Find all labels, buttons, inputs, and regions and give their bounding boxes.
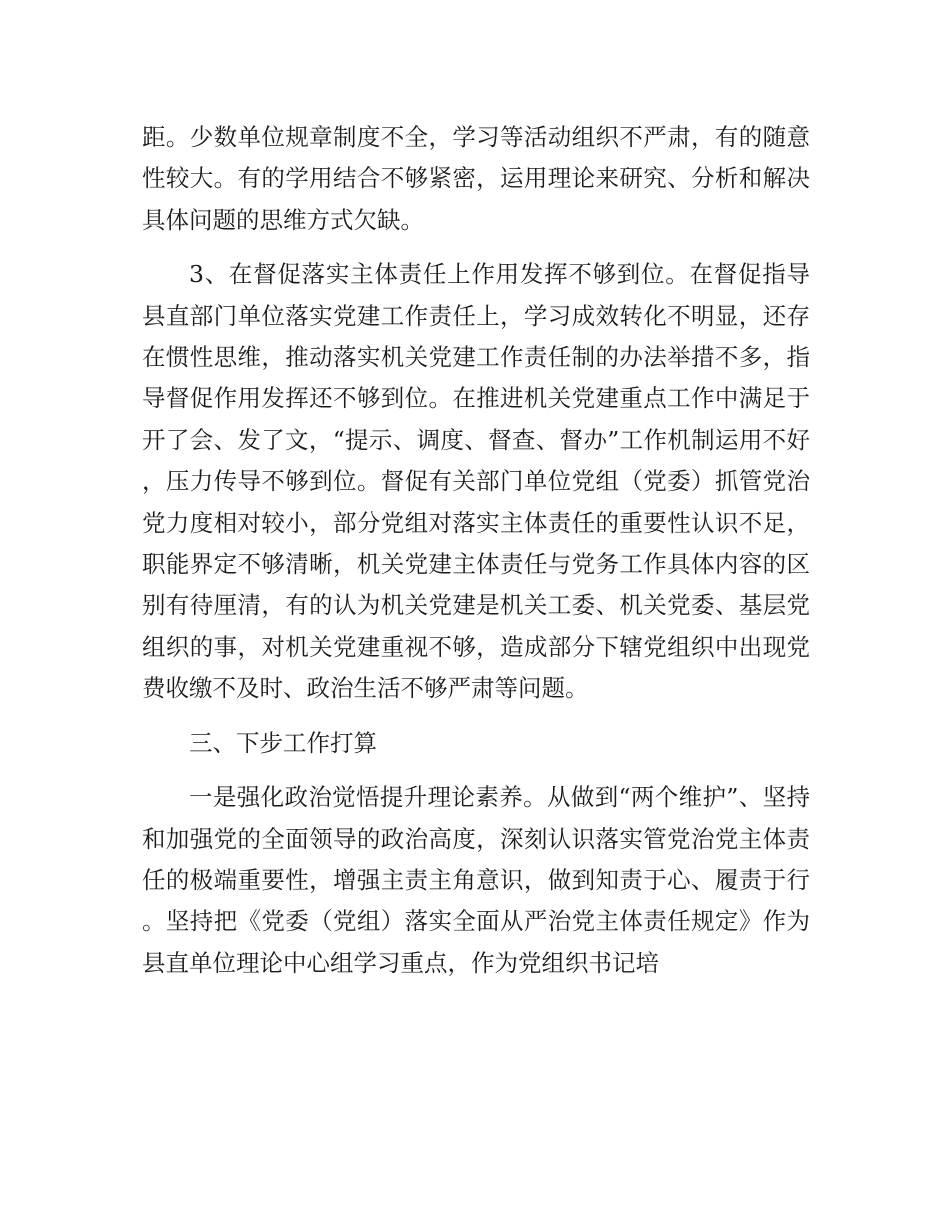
section-heading: 三、下步工作打算 <box>189 728 377 757</box>
paragraph-item-3: 3、在督促落实主体责任上作用发挥不够到位。在督促指导县直部门单位落实党建工作责任上，学习成效转化不明显，还存在惯性思维，推动落实机关党建工作责任制的办法举措不多，指导督促作用发挥还不够到位。在推进机关党建重点工作中满足于开了会、发了文，“提示、调度、督查、督办”工作机制运用不好，压力传导不够到位。督促有关部门单位党组（党委）抓管党治党力度相对较小，部分党组对落实主体责任的重要性认识不足，职能界定不够清晰，机关党建主体责任与党务工作具体内容的区别有待厘清，有的认为机关党建是机关工委、机关党委、基层党组织的事，对机关党建重视不够，造成部分下辖党组织中出现党费收缴不及时、政治生活不够严肃等问题。 <box>142 260 810 703</box>
document-body <box>142 117 810 984</box>
paragraph-continued: 距。少数单位规章制度不全，学习等活动组织不严肃，有的随意性较大。有的学用结合不够紧密，运用理论来研究、分析和解决具体问题的思维方式欠缺。 <box>142 123 810 234</box>
paragraph-plan-1: 一是强化政治觉悟提升理论素养。从做到“两个维护”、坚持和加强党的全面领导的政治高度，深刻认识落实管党治党主体责任的极端重要性，增强主责主角意识，做到知责于心、履责于行。坚持把《党委（党组）落实全面从严治党主体责任规定》作为县直单位理论中心组学习重点，作为党组织书记培 <box>142 783 810 977</box>
